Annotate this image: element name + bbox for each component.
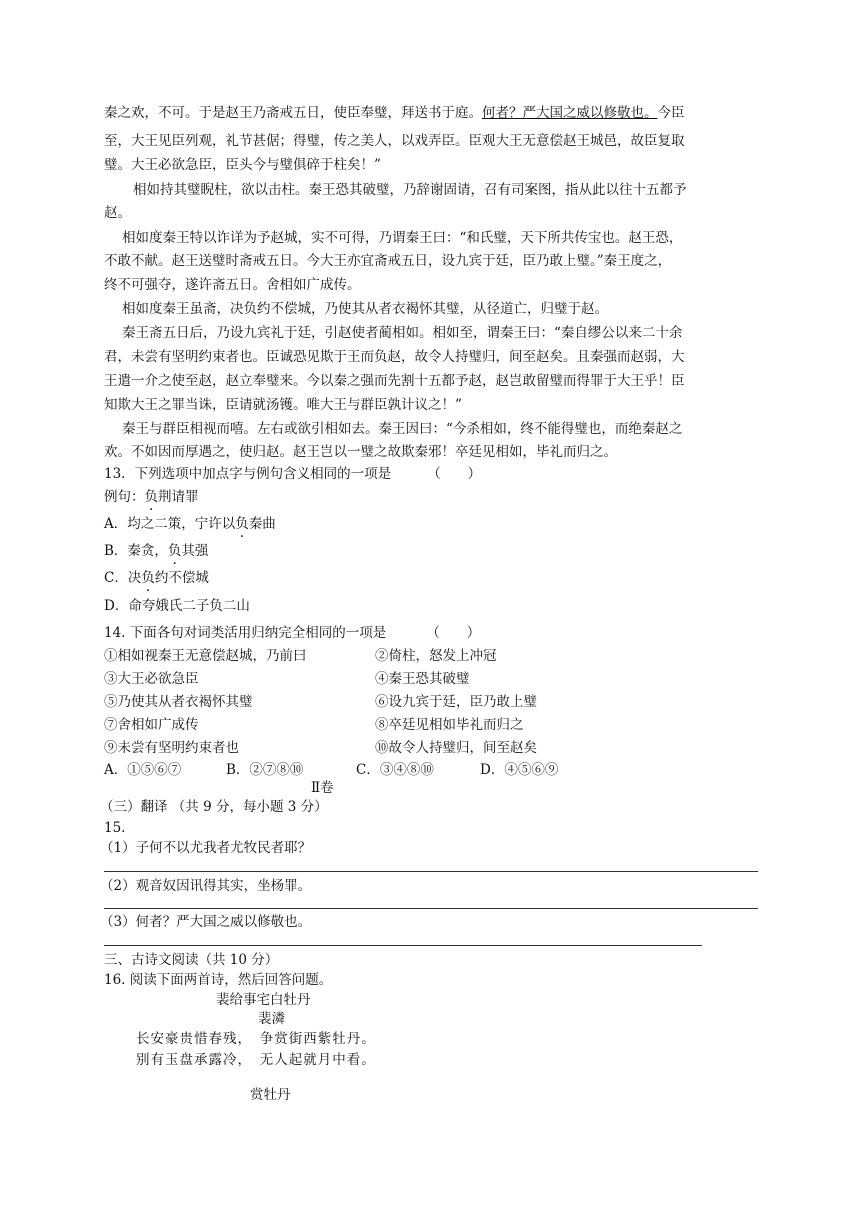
poem1-line: 长安豪贵惜春残， 争赏街西紫牡丹。: [136, 1031, 376, 1047]
passage-line: 终不可强夺，遂许斋五日。舍相如广成传。: [104, 277, 361, 293]
passage-line: 相如度秦王特以诈详为予赵城，实不可得，乃谓秦王曰：“和氏璧，天下所共传宝也。赵王恐，: [122, 230, 683, 246]
passage-line: 不敢不献。赵王送璧时斋戒五日。今大王亦宜斋戒五日，设九宾于廷，臣乃敢上璧。”秦王度之，: [104, 253, 672, 269]
q14-option-d[interactable]: D．④⑤⑥⑨: [480, 762, 559, 778]
q14-option-c[interactable]: C．③④⑧⑩: [356, 762, 434, 778]
underlined-sentence: 何者？严大国之威以修敬也。: [482, 105, 658, 121]
q16-stem: 16. 阅读下面两首诗，然后回答问题。: [104, 972, 333, 988]
q14-sentence: ④秦王恐其破璧: [375, 671, 470, 687]
poem2-title: 赏牡丹: [250, 1087, 291, 1103]
passage-line: 秦王斋五日后，乃设九宾礼于廷，引赵使者蔺相如。相如至，谓秦王曰：“秦自缪公以来二十余: [122, 325, 683, 341]
answer-line[interactable]: [104, 871, 758, 872]
passage-line: 欢。不如因而厚遇之，使归赵。赵王岂以一璧之故欺秦邪！卒廷见相如，毕礼而归之。: [104, 444, 617, 460]
q13-option-a[interactable]: A．均之二策，宁许以负秦曲: [104, 516, 276, 532]
q14-sentence: ②倚柱，怒发上冲冠: [375, 648, 497, 664]
q13-stem: 13．下列选项中加点字与例句含义相同的一项是 （ ）: [104, 466, 482, 482]
passage-line: 璧。大王必欲急臣，臣头今与璧俱碎于柱矣！”: [104, 157, 381, 173]
passage-line: 相如度秦王虽斋，决负约不偿城，乃使其从者衣褐怀其璧，从径道亡，归璧于赵。: [122, 301, 608, 317]
q14-option-b[interactable]: B．②⑦⑧⑩: [226, 762, 304, 778]
poem1-line: 别有玉盘承露冷， 无人起就月中看。: [136, 1052, 376, 1068]
answer-line[interactable]: [104, 945, 702, 946]
section-title: Ⅱ卷: [311, 780, 334, 796]
q14-sentence: ⑩故令人持璧归，间至赵矣: [375, 740, 537, 756]
q14-sentence: ⑨未尝有坚明约束者也: [104, 740, 239, 756]
q14-sentence: ⑦舍相如广成传: [104, 717, 199, 733]
poem1-title: 裴给事宅白牡丹: [216, 992, 311, 1008]
passage-line: 王遣一介之使至赵，赵立奉璧来。今以秦之强而先割十五都予赵，赵岂敢留璧而得罪于大王乎！臣: [104, 373, 685, 389]
q14-sentence: ⑥设九宾于廷，臣乃敢上璧: [375, 694, 537, 710]
q13-option-d[interactable]: D．命夸娥氏二子负二山: [104, 598, 250, 614]
passage-line: 秦之欢，不可。于是赵王乃斋戒五日，使臣奉璧，拜送书于庭。何者？严大国之威以修敬也。今臣: [104, 105, 685, 121]
translation-item-2: （2）观音奴因讯得其实，坐杨罪。: [100, 878, 312, 894]
q13-option-b[interactable]: B．秦贪，负其强: [104, 543, 209, 559]
q15-number: 15.: [104, 820, 126, 836]
q14-sentence: ⑤乃使其从者衣褐怀其璧: [104, 694, 253, 710]
q13-example: 例句：负荆请罪: [104, 489, 199, 505]
q13-option-c[interactable]: C．决负约不偿城: [104, 570, 209, 586]
poem1-author: 裴潾: [258, 1011, 285, 1027]
translation-heading: （三）翻译 （共 9 分，每小题 3 分）: [100, 799, 328, 815]
translation-item-3: （3）何者？严大国之威以修敬也。: [100, 914, 312, 930]
section3-heading: 三、古诗文阅读（共 10 分）: [104, 952, 279, 968]
q14-sentence: ③大王必欲急臣: [104, 671, 199, 687]
q14-stem: 14. 下面各句对词类活用归纳完全相同的一项是 （ ）: [104, 625, 481, 641]
translation-item-1: （1）子何不以尤我者尤牧民者耶？: [100, 840, 312, 856]
passage-line: 君，未尝有坚明约束者也。臣诚恐见欺于王而负赵，故令人持璧归，间至赵矣。且秦强而赵弱，大: [104, 349, 685, 365]
passage-line: 相如持其璧睨柱，欲以击柱。秦王恐其破璧，乃辞谢固请，召有司案图，指从此以往十五都予: [133, 182, 687, 198]
passage-line: 赵。: [104, 205, 131, 221]
passage-line: 知欺大王之罪当诛，臣请就汤镬。唯大王与群臣孰计议之！”: [104, 397, 462, 413]
passage-line: 至，大王见臣列观，礼节甚倨；得璧，传之美人，以戏弄臣。臣观大王无意偿赵王城邑，故臣复取: [104, 133, 685, 149]
q14-sentence: ⑧卒廷见相如毕礼而归之: [375, 717, 524, 733]
passage-line: 秦王与群臣相视而嘻。左右或欲引相如去。秦王因曰：“今杀相如，终不能得璧也，而绝秦赵之: [122, 421, 683, 437]
q14-option-a[interactable]: A．①⑤⑥⑦: [104, 762, 182, 778]
q14-sentence: ①相如视秦王无意偿赵城，乃前曰: [104, 648, 307, 664]
answer-line[interactable]: [104, 908, 758, 909]
